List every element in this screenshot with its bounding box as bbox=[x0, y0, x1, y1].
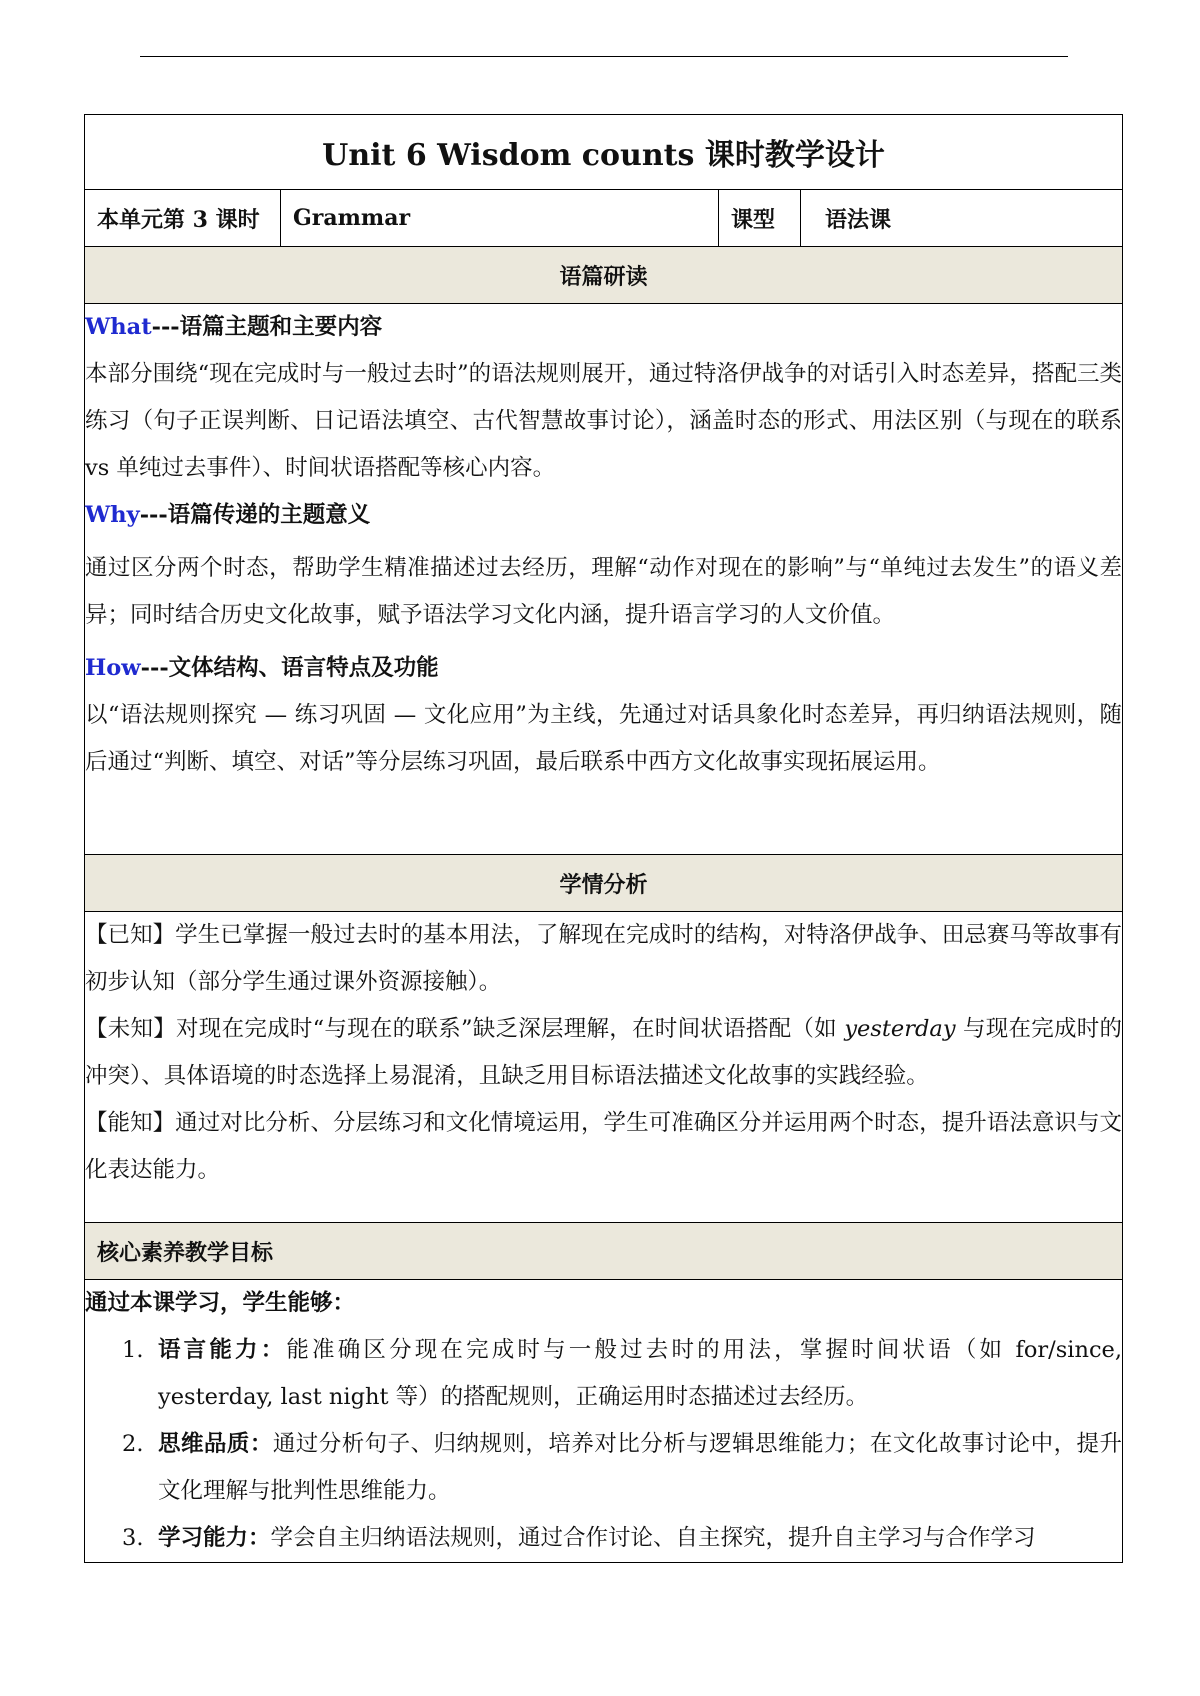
why-heading: Why---语篇传递的主题意义 bbox=[85, 502, 371, 528]
able-text: 【能知】通过对比分析、分层练习和文化情境运用，学生可准确区分并运用两个时态，提升语法意识与文化表达能力。 bbox=[85, 1110, 1123, 1183]
reading-section-body bbox=[85, 304, 1123, 855]
what-heading: What---语篇主题和主要内容 bbox=[85, 314, 383, 340]
reading-section-heading: 语篇研读 bbox=[85, 247, 1123, 304]
why-text: 通过区分两个时态，帮助学生精准描述过去经历，理解“动作对现在的影响”与“单纯过去发生”的语义差异；同时结合历史文化故事，赋予语法学习文化内涵，提升语言学习的人文价值。 bbox=[85, 555, 1123, 628]
document-title: Unit 6 Wisdom counts 课时教学设计 bbox=[85, 115, 1123, 190]
lesson-type-label: 课型 bbox=[719, 190, 801, 247]
goal-item: 1. 语言能力：能准确区分现在完成时与一般过去时的用法，掌握时间状语（如 for/since, yesterday, last night 等）的搭配规则，正确运用时态描述过去经历。 bbox=[122, 1337, 1123, 1410]
goal-item: 3. 学习能力：学会自主归纳语法规则，通过合作讨论、自主探究，提升自主学习与合作学习 bbox=[122, 1525, 1036, 1551]
lesson-number-label: 本单元第 3 课时 bbox=[85, 190, 281, 247]
lesson-type-value: 语法课 bbox=[801, 190, 1123, 247]
lesson-plan-table bbox=[84, 114, 1123, 1563]
how-heading: How---文体结构、语言特点及功能 bbox=[85, 655, 439, 681]
lesson-info-row bbox=[85, 190, 1123, 247]
analysis-section-body bbox=[85, 912, 1123, 1223]
lesson-name: Grammar bbox=[281, 190, 719, 247]
goal-item: 2. 思维品质：通过分析句子、归纳规则，培养对比分析与逻辑思维能力；在文化故事讨论中，提升文化理解与批判性思维能力。 bbox=[122, 1431, 1123, 1504]
goals-section-body bbox=[85, 1280, 1123, 1563]
goals-section-heading: 核心素养教学目标 bbox=[85, 1223, 1123, 1280]
page-header-rule bbox=[140, 56, 1068, 57]
goals-intro: 通过本课学习，学生能够： bbox=[85, 1290, 356, 1316]
analysis-section-heading: 学情分析 bbox=[85, 855, 1123, 912]
how-text: 以“语法规则探究 — 练习巩固 — 文化应用”为主线，先通过对话具象化时态差异，再归纳语法规则，随后通过“判断、填空、对话”等分层练习巩固，最后联系中西方文化故事实现拓展运用。 bbox=[85, 702, 1123, 775]
goals-list bbox=[85, 1327, 1122, 1562]
what-text: 本部分围绕“现在完成时与一般过去时”的语法规则展开，通过特洛伊战争的对话引入时态差异，搭配三类练习（句子正误判断、日记语法填空、古代智慧故事讨论），涵盖时态的形式、用法区别（与现在的联系 vs 单纯过去事件）、时间状语搭配等核心内容。 bbox=[85, 361, 1123, 481]
unknown-text: 【未知】对现在完成时“与现在的联系”缺乏深层理解，在时间状语搭配（如 yesterday 与现在完成时的冲突）、具体语境的时态选择上易混淆，且缺乏用目标语法描述文化故事的实践经验。 bbox=[85, 1016, 1123, 1089]
known-text: 【已知】学生已掌握一般过去时的基本用法，了解现在完成时的结构，对特洛伊战争、田忌赛马等故事有初步认知（部分学生通过课外资源接触）。 bbox=[85, 922, 1123, 995]
